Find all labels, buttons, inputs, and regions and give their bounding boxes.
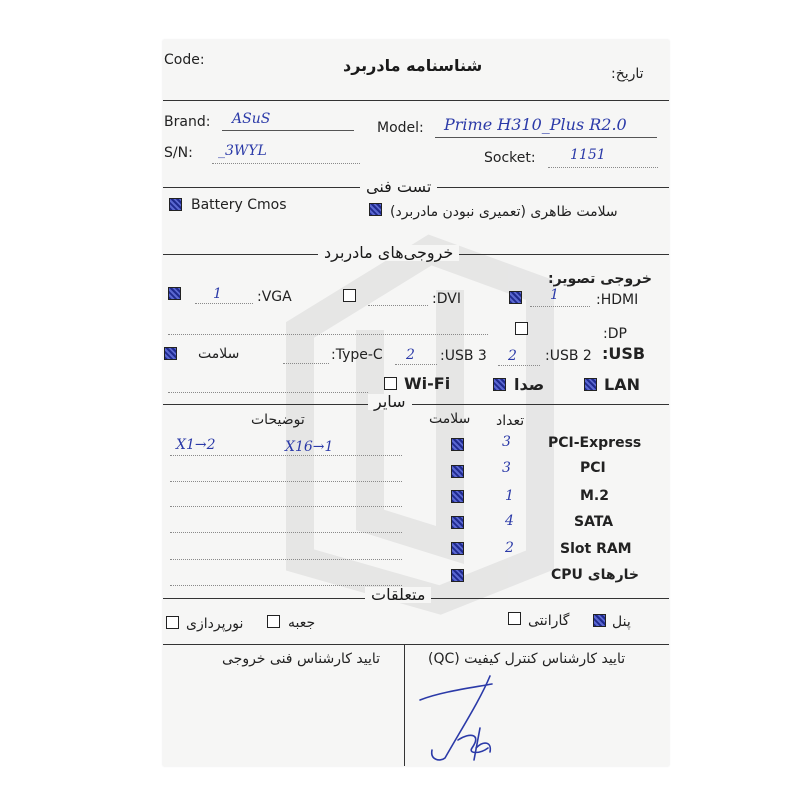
pci-express-count: 3 xyxy=(502,434,511,450)
code-label: Code: xyxy=(164,52,205,68)
sn-label: S/N: xyxy=(164,145,193,161)
dp-checkbox[interactable] xyxy=(515,322,528,335)
lighting-checkbox[interactable] xyxy=(166,616,179,629)
vga-checkbox[interactable] xyxy=(168,287,181,300)
pci-checkbox[interactable] xyxy=(451,465,464,478)
sata-note-line xyxy=(170,532,402,533)
typec-label: :Type-C xyxy=(331,347,383,363)
physical-health-label: سلامت ظاهری (تعمیری نبودن مادربرد) xyxy=(390,204,618,220)
panel-checkbox[interactable] xyxy=(593,614,606,627)
usb3-underline xyxy=(395,364,437,365)
hdmi-value: 1 xyxy=(550,287,559,303)
header-divider xyxy=(163,100,669,101)
model-underline xyxy=(435,137,657,138)
page-title: شناسنامه مادربرد xyxy=(343,56,483,75)
lan-checkbox[interactable] xyxy=(584,378,597,391)
approval-column-divider xyxy=(404,644,405,766)
socket-underline xyxy=(548,167,658,168)
wifi-checkbox[interactable] xyxy=(384,377,397,390)
cpu-pins-checkbox[interactable] xyxy=(451,569,464,582)
other-heading: سایر xyxy=(368,394,412,410)
m2-label: M.2 xyxy=(580,488,609,504)
usb-health-checkbox[interactable] xyxy=(164,347,177,360)
health-column-header: سلامت xyxy=(429,411,471,427)
sn-value: _3WYL xyxy=(218,143,267,159)
socket-value: 1151 xyxy=(570,147,606,163)
pci-express-label: PCI-Express xyxy=(548,435,642,451)
warranty-checkbox[interactable] xyxy=(508,612,521,625)
other-divider xyxy=(163,404,669,405)
brand-underline xyxy=(222,130,354,131)
outputs-heading: خروجی‌های مادربرد xyxy=(318,245,459,261)
tech-test-heading: تست فنی xyxy=(360,179,437,195)
sata-checkbox[interactable] xyxy=(451,516,464,529)
dp-row-filler xyxy=(168,334,488,335)
panel-label: پنل xyxy=(612,614,631,630)
slot-ram-count: 2 xyxy=(505,540,514,556)
slot-ram-label: Slot RAM xyxy=(560,541,632,557)
qc-approval-label: تایید کارشناس کنترل کیفیت (QC) xyxy=(428,651,626,667)
slot-ram-checkbox[interactable] xyxy=(451,542,464,555)
usb3-value: 2 xyxy=(406,347,415,363)
pci-express-note-a: X1→2 xyxy=(176,437,216,453)
box-label: جعبه xyxy=(288,615,316,631)
usb2-value: 2 xyxy=(508,348,517,364)
usb2-underline xyxy=(498,365,540,366)
battery-cmos-checkbox[interactable] xyxy=(169,198,182,211)
vga-underline xyxy=(195,303,253,304)
brand-value: ASuS xyxy=(232,111,271,127)
pci-label: PCI xyxy=(580,460,606,476)
pci-express-checkbox[interactable] xyxy=(451,438,464,451)
pci-express-note-b: X16→1 xyxy=(285,439,334,455)
wifi-label: Wi-Fi xyxy=(404,374,451,393)
m2-note-line xyxy=(170,506,402,507)
pci-note-line xyxy=(170,481,402,482)
vga-value: 1 xyxy=(213,286,222,302)
vga-label: :VGA xyxy=(257,289,292,305)
hdmi-label: :HDMI xyxy=(596,292,639,308)
socket-label: Socket: xyxy=(484,150,536,166)
qc-signature xyxy=(410,670,520,765)
box-checkbox[interactable] xyxy=(267,615,280,628)
pci-express-note-line xyxy=(170,455,402,456)
sata-label: SATA xyxy=(574,514,614,530)
battery-cmos-label: Battery Cmos xyxy=(191,197,287,213)
dvi-label: :DVI xyxy=(432,291,461,307)
lan-label: LAN xyxy=(604,375,640,394)
sn-underline xyxy=(212,163,360,164)
hdmi-checkbox[interactable] xyxy=(509,291,522,304)
sound-checkbox[interactable] xyxy=(493,378,506,391)
pci-count: 3 xyxy=(502,460,511,476)
model-value: Prime H310_Plus R2.0 xyxy=(444,115,627,134)
usb3-label: :USB 3 xyxy=(440,348,487,364)
approval-divider xyxy=(163,644,669,645)
exit-approval-label: تایید کارشناس فنی خروجی xyxy=(222,651,381,667)
wifi-row-filler xyxy=(168,392,368,393)
cpu-pins-label: خارهای CPU xyxy=(551,567,639,583)
dvi-underline xyxy=(368,305,428,306)
usb2-label: :USB 2 xyxy=(545,348,592,364)
notes-column-header: توضیحات xyxy=(251,412,305,428)
physical-health-checkbox[interactable] xyxy=(369,203,382,216)
typec-underline xyxy=(283,363,329,364)
slot-ram-note-line xyxy=(170,559,402,560)
m2-count: 1 xyxy=(505,488,514,504)
usb-label: :USB xyxy=(602,344,646,363)
dvi-checkbox[interactable] xyxy=(343,289,356,302)
lighting-label: نورپردازی xyxy=(186,616,244,632)
count-column-header: تعداد xyxy=(496,413,525,429)
usb-health-label: سلامت xyxy=(198,346,240,362)
video-output-label: خروجی تصویر: xyxy=(548,271,653,287)
hdmi-underline xyxy=(530,306,590,307)
sata-count: 4 xyxy=(505,513,514,529)
date-label: تاریخ: xyxy=(611,66,644,82)
brand-label: Brand: xyxy=(164,114,211,130)
model-label: Model: xyxy=(377,120,424,136)
warranty-label: گارانتی xyxy=(528,613,570,629)
sound-label: صدا xyxy=(514,375,545,394)
dp-label: :DP xyxy=(603,326,627,342)
accessories-heading: متعلقات xyxy=(365,587,431,603)
m2-checkbox[interactable] xyxy=(451,490,464,503)
cpu-pins-note-line xyxy=(170,585,402,586)
